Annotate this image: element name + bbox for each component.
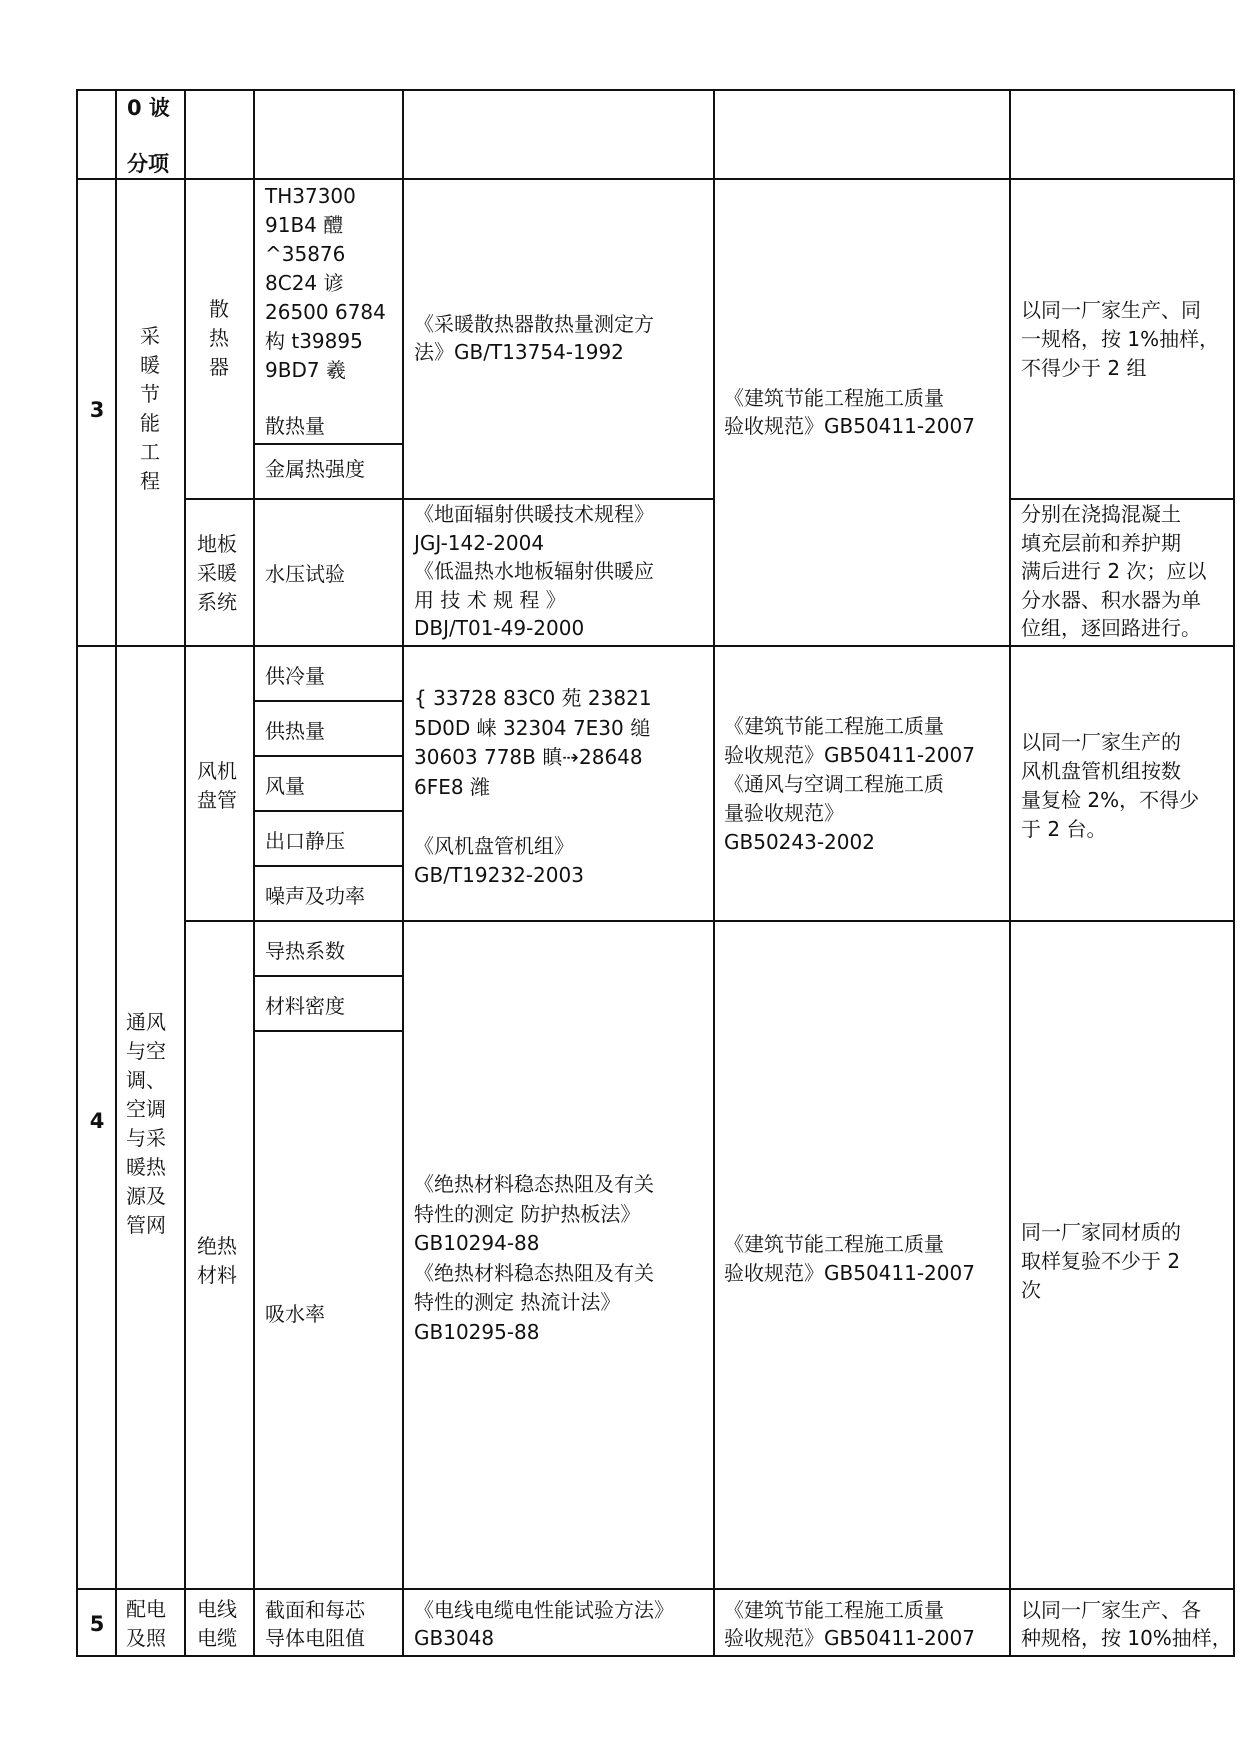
row-3-basis: 《建筑节能工程施工质量 验收规范》GB50411-2007 <box>724 386 975 438</box>
row-4-subA-method: { 33728 83C0 苑 23821 5D0D 崃 32304 7E30 缒 30603 778B 瞋⇢28648 6FE8 潍 《风机盘管机组》 GB/T19232-2003 <box>414 686 652 887</box>
row-4-subA-param-heating: 供热量 <box>265 719 325 743</box>
table-border <box>76 1655 1235 1657</box>
table-border <box>76 645 1235 647</box>
row-3-subB-sampling: 分别在浇捣混凝土 填充层前和养护期 满后进行 2 次；应以 分水器、积水器为单 位组，逐回路进行。 <box>1021 502 1207 641</box>
row-3-subA-name: 散热器 <box>209 297 229 379</box>
row-5-method: 《电线电缆电性能试验方法》 GB3048 <box>414 1598 674 1650</box>
row-4-subB-param-absorption: 吸水率 <box>265 1302 325 1326</box>
table-border <box>253 755 403 757</box>
row-5-sub: 电线电缆 <box>197 1597 237 1650</box>
row-4-subA-param-cooling: 供冷量 <box>265 664 325 688</box>
row-4-subB-sampling: 同一厂家同材质的 取样复验不少于 2 次 <box>1021 1220 1181 1302</box>
row-4-category: 通风与空调、空调与采暖热源及管网 <box>126 1010 166 1237</box>
table-border <box>253 810 403 812</box>
row-4-subA-basis: 《建筑节能工程施工质量 验收规范》GB50411-2007 《通风与空调工程施工质 量验收规范》 GB50243-2002 <box>724 714 975 854</box>
table-border <box>115 90 117 1657</box>
row-number-3: 3 <box>89 398 105 422</box>
table-border <box>253 90 255 1657</box>
row-4-subB-param-density: 材料密度 <box>265 994 345 1018</box>
table-border <box>184 90 186 1657</box>
table-border <box>76 89 1235 91</box>
row-4-subB-method: 《绝热材料稳态热阻及有关 特性的测定 防护热板法》 GB10294-88 《绝热材料稳态热阻及有关 特性的测定 热流计法》 GB10295-88 <box>414 1172 654 1344</box>
row-5-sampling: 以同一厂家生产、各 种规格，按 10%抽样， <box>1021 1598 1232 1650</box>
table-border <box>76 90 78 1657</box>
table-border <box>253 865 403 867</box>
table-border <box>1233 90 1235 1657</box>
row-4-subB-name: 绝热材料 <box>197 1234 237 1287</box>
table-border <box>253 975 403 977</box>
table-border <box>184 920 1235 922</box>
row-4-subA-name: 风机盘管 <box>197 759 237 812</box>
table-border <box>253 700 403 702</box>
row-3-subB-param: 水压试验 <box>265 562 345 586</box>
row-3-subA-param-metal: 金属热强度 <box>265 457 365 481</box>
row-5-param: 截面和每芯 导体电阻值 <box>265 1598 365 1650</box>
table-border <box>1009 90 1011 1657</box>
header-sub-label: 0 诐 <box>127 96 170 120</box>
table-border <box>713 90 715 1657</box>
table-border <box>253 1030 403 1032</box>
row-3-subA-sampling: 以同一厂家生产、同 一规格，按 1%抽样， 不得少于 2 组 <box>1021 298 1220 380</box>
row-3-subA-params: TH37300 91B4 醴 ^35876 8C24 谚 26500 6784 构 t39895 9BD7 羲 <box>265 184 386 382</box>
table-border <box>76 1588 1235 1590</box>
table-border <box>253 443 403 445</box>
row-4-subA-param-pressure: 出口静压 <box>265 829 345 853</box>
row-3-subA-method: 《采暖散热器散热量测定方 法》GB/T13754-1992 <box>414 312 654 364</box>
row-4-subA-sampling: 以同一厂家生产的 风机盘管机组按数 量复检 2%，不得少 于 2 台。 <box>1021 730 1200 841</box>
row-3-subA-param-heat: 散热量 <box>265 414 325 438</box>
row-5-basis: 《建筑节能工程施工质量 验收规范》GB50411-2007 <box>724 1598 975 1650</box>
row-3-subB-method: 《地面辐射供暖技术规程》 JGJ-142-2004 《低温热水地板辐射供暖应 用 技 术 规 程 》 DBJ/T01-49-2000 <box>414 502 654 641</box>
row-4-subB-param-conductivity: 导热系数 <box>265 939 345 963</box>
row-3-subB-name: 地板采暖系统 <box>197 532 237 614</box>
header-subitem-label: 分项 <box>127 152 169 176</box>
row-number-5: 5 <box>89 1612 105 1636</box>
row-4-subB-basis: 《建筑节能工程施工质量 验收规范》GB50411-2007 <box>724 1232 975 1285</box>
row-number-4: 4 <box>89 1109 105 1133</box>
table-border <box>76 178 1235 180</box>
row-5-category: 配电及照 <box>126 1597 166 1650</box>
row-4-subA-param-airflow: 风量 <box>265 774 305 798</box>
row-4-subA-param-noise: 噪声及功率 <box>265 884 365 908</box>
row-3-category: 采暖节能工程 <box>140 324 160 493</box>
table-border <box>402 90 404 1657</box>
